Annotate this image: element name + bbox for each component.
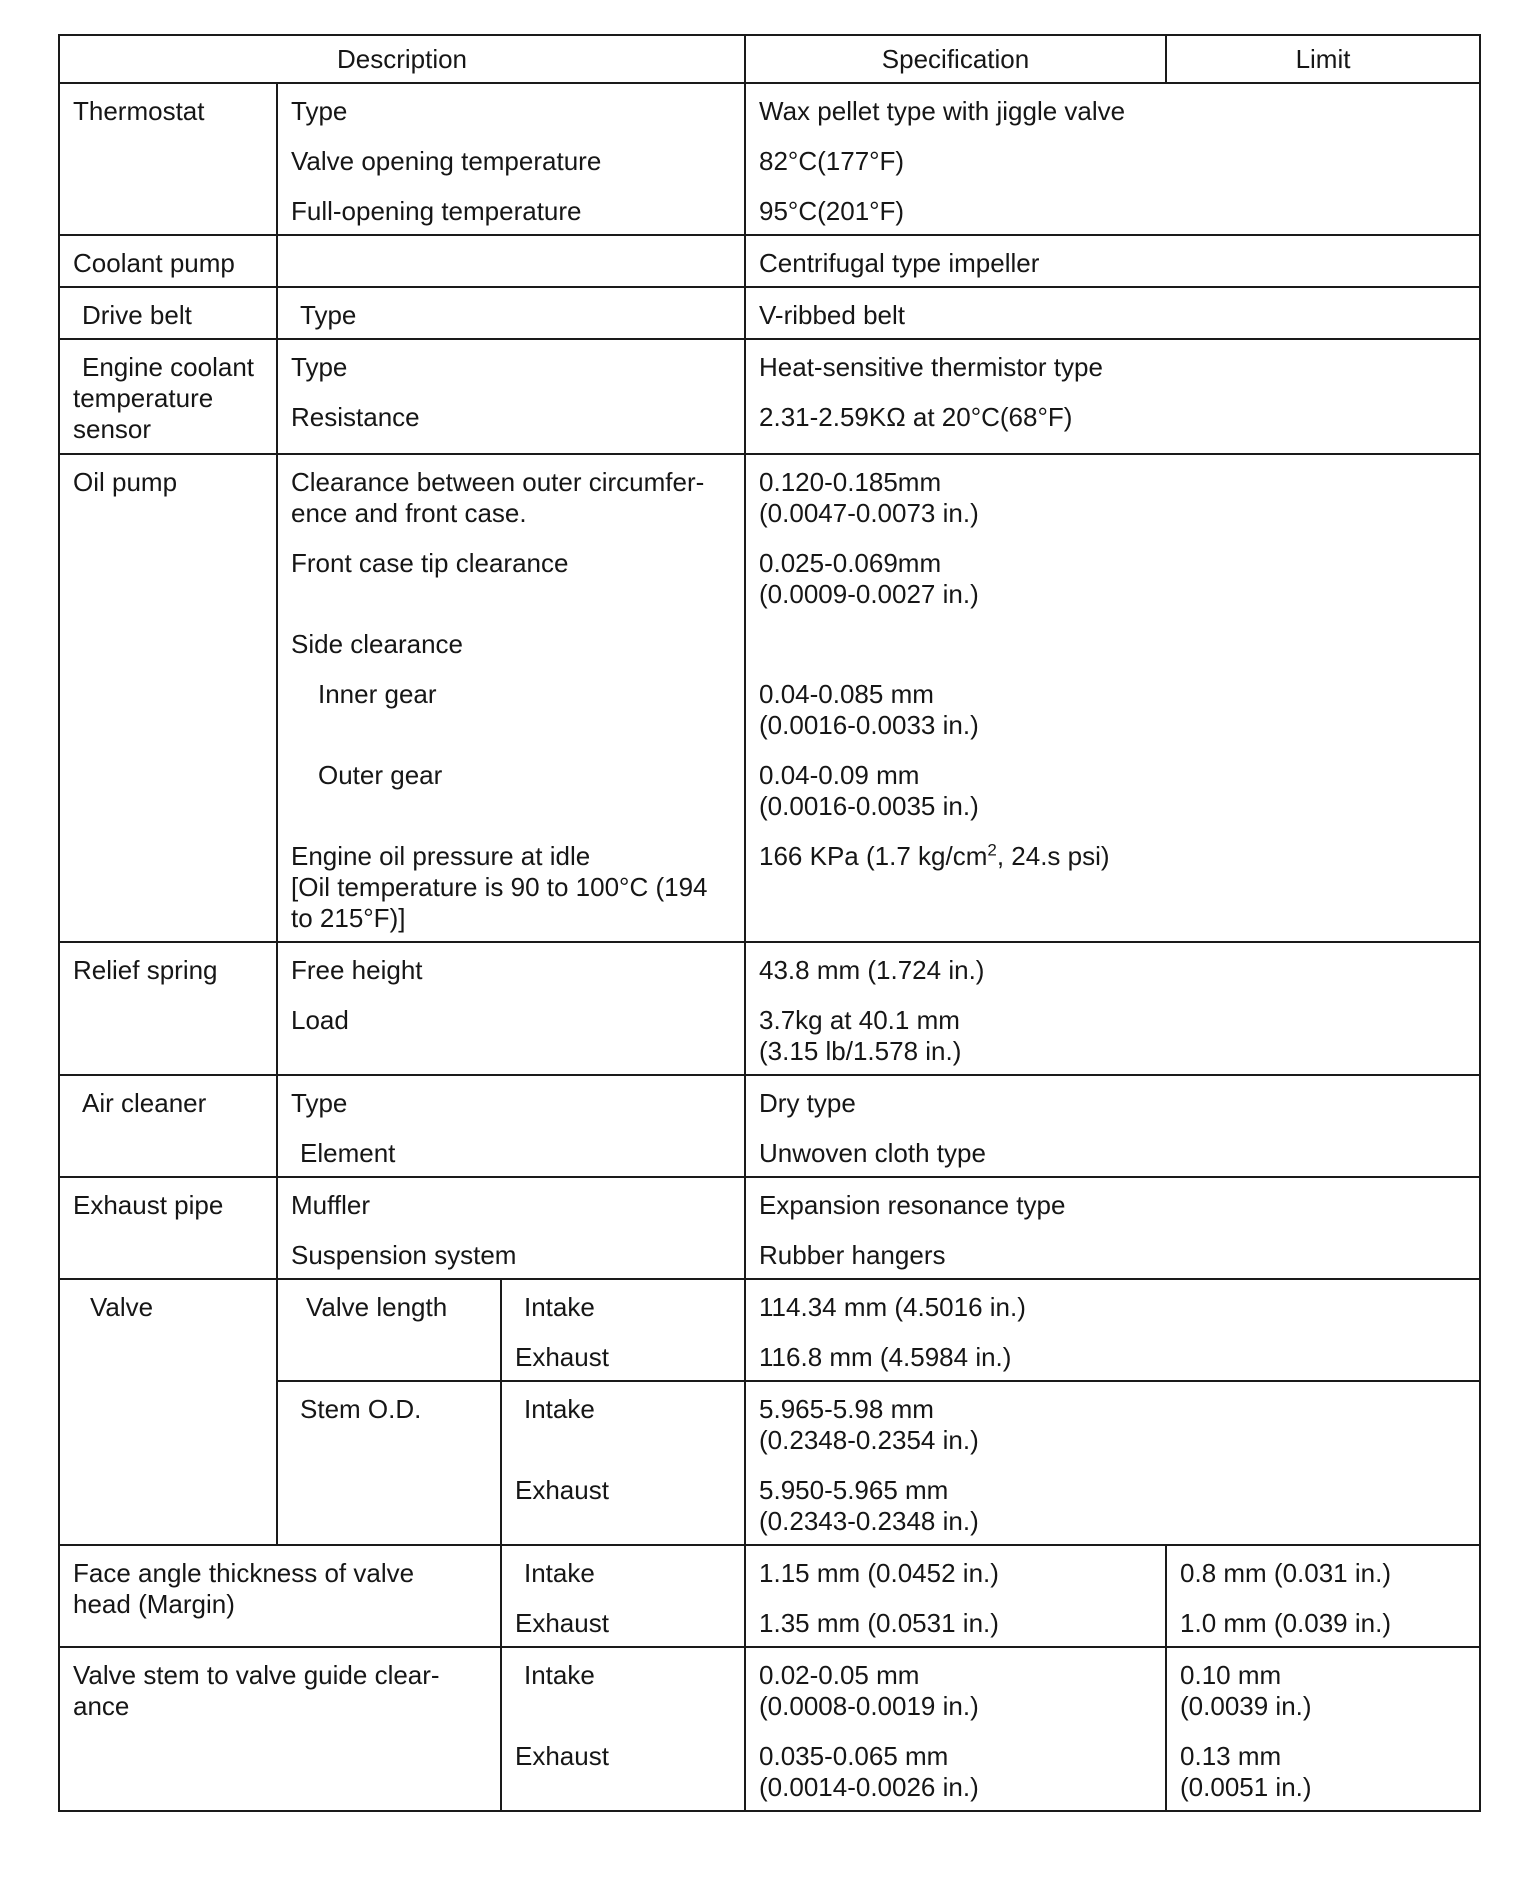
face-angle-intake-spec: 1.15 mm (0.0452 in.) [759,1558,999,1588]
header-specification: Specification [745,35,1166,83]
coolant-pump-spec: Centrifugal type impeller [759,248,1040,278]
stem-guide-intake-limit: 0.10 mm (0.0039 in.) [1180,1660,1312,1721]
exhaust-muffler-item: Muffler [291,1190,370,1220]
drive-belt-spec: V-ribbed belt [759,300,905,330]
thermostat-label: Thermostat [59,83,277,235]
stem-guide-intake-label: Intake [524,1660,595,1690]
exhaust-suspension-spec: Rubber hangers [759,1240,946,1270]
thermostat-opening-spec: 82°C(177°F) [759,146,905,176]
stem-guide-intake-spec: 0.02-0.05 mm (0.0008-0.0019 in.) [759,1660,979,1721]
coolant-sensor-type-spec: Heat-sensitive thermistor type [759,352,1103,382]
exhaust-suspension-item: Suspension system [291,1240,517,1270]
oil-pump-outer-spec: 0.04-0.09 mm (0.0016-0.0035 in.) [759,760,979,821]
valve-length-exhaust-label: Exhaust [515,1342,609,1372]
air-cleaner-type-item: Type [291,1088,348,1118]
drive-belt-item: Type [300,300,357,330]
valve-length-exhaust-spec: 116.8 mm (4.5984 in.) [759,1342,1012,1372]
valve-length-label: Valve length [306,1292,448,1322]
header-row [59,35,1480,83]
table-row [59,287,1480,339]
table-row [59,454,1480,536]
face-angle-intake-label: Intake [524,1558,595,1588]
relief-load-spec: 3.7kg at 40.1 mm (3.15 lb/1.578 in.) [759,1005,962,1066]
oil-pump-inner-spec: 0.04-0.085 mm (0.0016-0.0033 in.) [759,679,979,740]
oil-pump-tip-spec: 0.025-0.069mm (0.0009-0.0027 in.) [759,548,979,609]
relief-spring-label: Relief spring [73,955,218,985]
face-angle-exhaust-spec: 1.35 mm (0.0531 in.) [759,1608,999,1638]
coolant-sensor-resistance-spec: 2.31-2.59KΩ at 20°C(68°F) [759,402,1073,432]
oil-pump-label: Oil pump [73,467,178,497]
coolant-sensor-resistance-item: Resistance [291,402,420,432]
table-row [59,1545,1480,1596]
table-row [59,1279,1480,1330]
oil-pump-inner-item: Inner gear [318,679,437,709]
stem-guide-label: Valve stem to valve guide clear- ance [73,1660,440,1721]
coolant-sensor-type-item: Type [291,352,348,382]
oil-pump-pressure-item: Engine oil pressure at idle [Oil temperature is 90 to 100°C (194 to 215°F)] [291,841,708,933]
thermostat-opening-item: Valve opening temperature [291,146,602,176]
table-row [59,339,1480,390]
header-description: Description [59,35,745,83]
drive-belt-label: Drive belt [82,300,192,330]
thermostat-type-spec: Wax pellet type with jiggle valve [759,96,1126,126]
relief-free-height-spec: 43.8 mm (1.724 in.) [759,955,985,985]
face-angle-intake-limit: 0.8 mm (0.031 in.) [1180,1558,1391,1588]
spec-table [58,34,1481,1812]
face-angle-exhaust-label: Exhaust [515,1608,609,1638]
table-row [59,1177,1480,1228]
valve-length-intake-label: Intake [524,1292,595,1322]
stem-od-exhaust-label: Exhaust [515,1475,609,1505]
oil-pump-clearance-spec: 0.120-0.185mm (0.0047-0.0073 in.) [759,467,979,528]
valve-label: Valve [90,1292,154,1322]
stem-guide-exhaust-spec: 0.035-0.065 mm (0.0014-0.0026 in.) [759,1741,979,1802]
table-row [59,1075,1480,1126]
relief-load-item: Load [291,1005,349,1035]
air-cleaner-element-spec: Unwoven cloth type [759,1138,986,1168]
thermostat-type-item: Type [291,96,348,126]
face-angle-label: Face angle thickness of valve head (Margin) [73,1558,415,1619]
table-row [59,942,1480,993]
valve-length-intake-spec: 114.34 mm (4.5016 in.) [759,1292,1026,1322]
table-row [59,235,1480,287]
relief-free-height-item: Free height [291,955,423,985]
stem-od-label: Stem O.D. [300,1394,422,1424]
oil-pump-clearance-item: Clearance between outer circumfer- ence and front case. [291,467,705,528]
face-angle-exhaust-limit: 1.0 mm (0.039 in.) [1180,1608,1391,1638]
stem-guide-exhaust-limit: 0.13 mm (0.0051 in.) [1180,1741,1312,1802]
table-row [59,83,1480,134]
exhaust-muffler-spec: Expansion resonance type [759,1190,1066,1220]
coolant-pump-label: Coolant pump [73,248,235,278]
header-limit: Limit [1166,35,1480,83]
table-row [59,1647,1480,1729]
oil-pump-tip-item: Front case tip clearance [291,548,569,578]
air-cleaner-element-item: Element [300,1138,396,1168]
thermostat-full-item: Full-opening temperature [291,196,582,226]
coolant-sensor-label: Engine coolant temperature sensor [73,352,255,444]
thermostat-full-spec: 95°C(201°F) [759,196,905,226]
oil-pump-outer-item: Outer gear [318,760,443,790]
oil-pump-side-item: Side clearance [291,629,463,659]
stem-guide-exhaust-label: Exhaust [515,1741,609,1771]
exhaust-pipe-label: Exhaust pipe [73,1190,224,1220]
air-cleaner-type-spec: Dry type [759,1088,856,1118]
oil-pump-pressure-spec: 166 KPa (1.7 $kg/cm^2$, 24.s psi) [759,840,1110,871]
stem-od-exhaust-spec: 5.950-5.965 mm (0.2343-0.2348 in.) [759,1475,979,1536]
air-cleaner-label: Air cleaner [82,1088,207,1118]
stem-od-intake-label: Intake [524,1394,595,1424]
stem-od-intake-spec: 5.965-5.98 mm (0.2348-0.2354 in.) [759,1394,979,1455]
